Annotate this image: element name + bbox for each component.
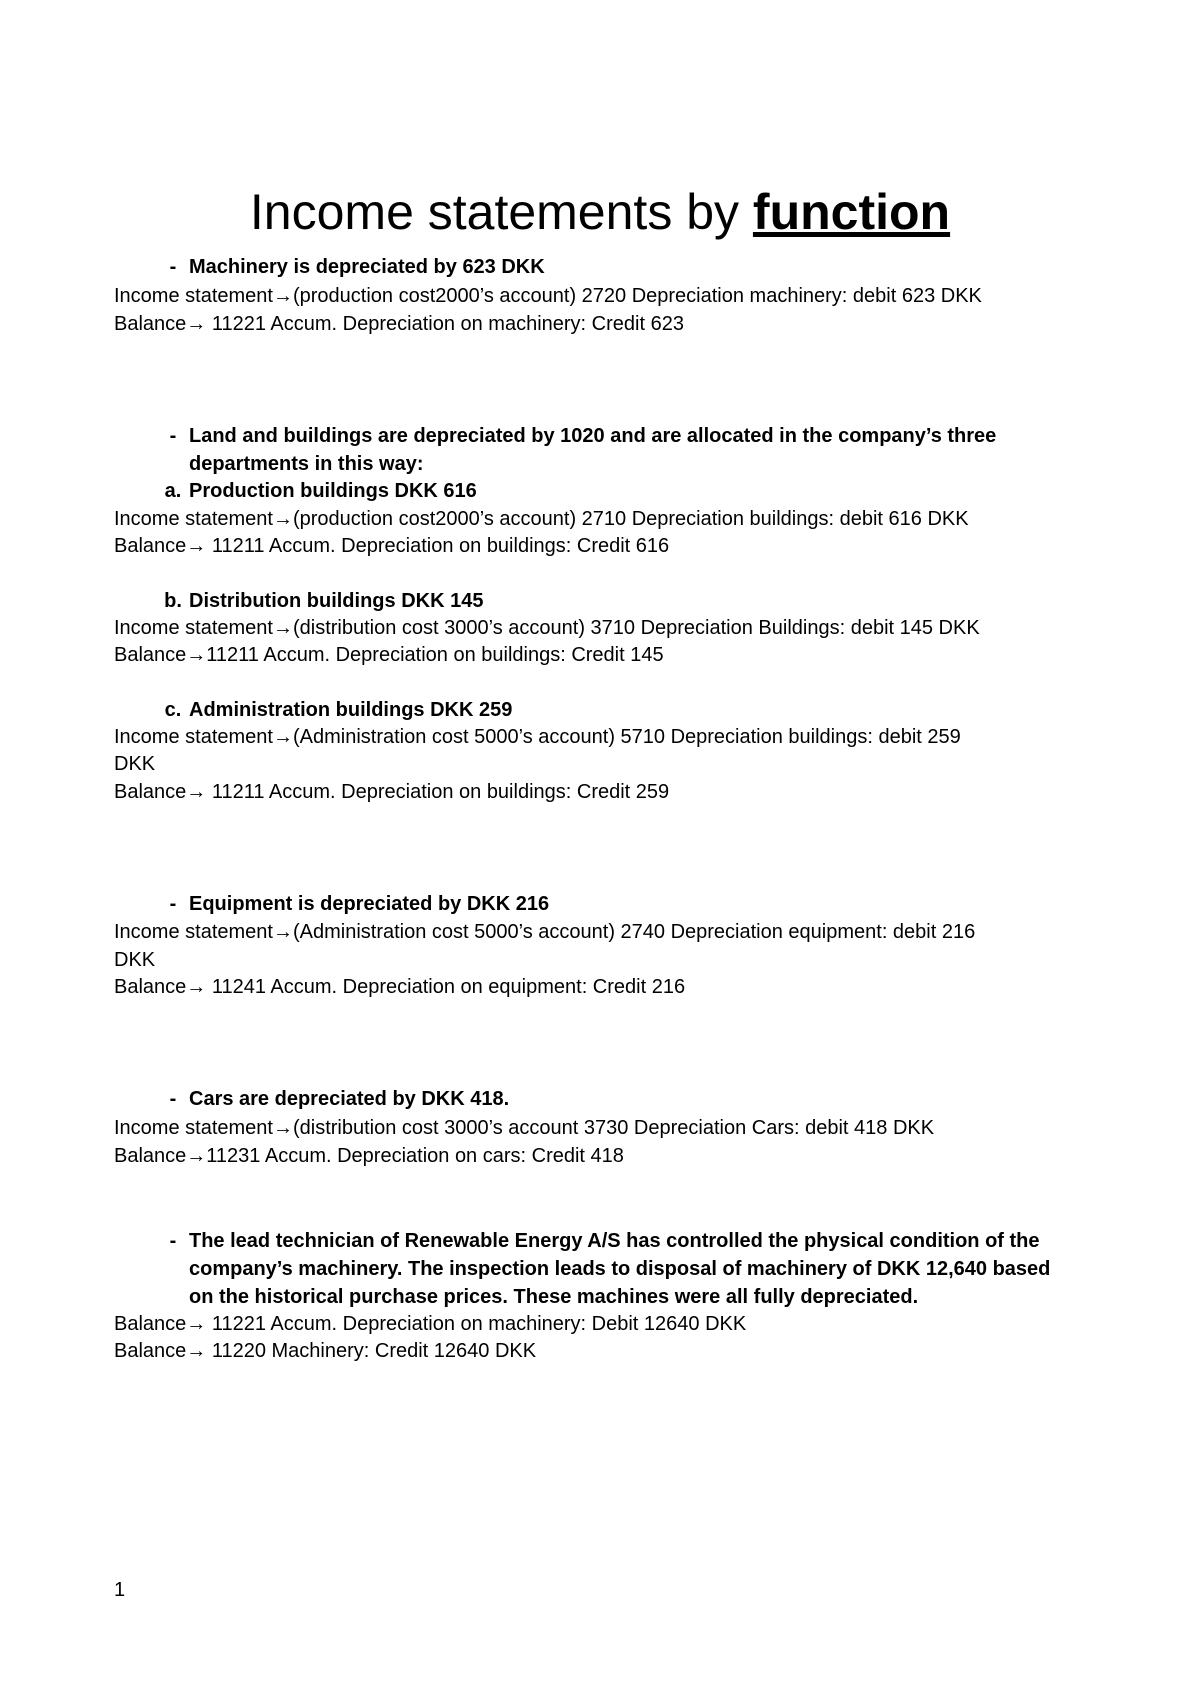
page-number: 1 xyxy=(114,1579,126,1601)
journal-entry-balance: Balance→ 11221 Accum. Depreciation on machinery: Debit 12640 DKK xyxy=(114,1313,747,1335)
journal-entry-income: Income statement→(production cost2000’s account) 2710 Depreciation buildings: debit 616 DKK xyxy=(114,508,969,530)
bullet-heading-text: Land and buildings are depreciated by 1020 and are allocated in the company’s three xyxy=(189,425,997,447)
bullet-heading-text: on the historical purchase prices. These machines were all fully depreciated. xyxy=(189,1286,919,1308)
list-marker: b. xyxy=(164,590,182,612)
list-marker: c. xyxy=(164,699,182,721)
bullet-heading-text: The lead technician of Renewable Energy A/S has controlled the physical condition of the xyxy=(189,1230,1040,1252)
subheading-text: Production buildings DKK 616 xyxy=(189,480,477,502)
journal-entry-balance: Balance→ 11211 Accum. Depreciation on buildings: Credit 616 xyxy=(114,535,670,557)
journal-entry-balance: Balance→11231 Accum. Depreciation on cars: Credit 418 xyxy=(114,1145,624,1167)
journal-entry-balance: Balance→ 11220 Machinery: Credit 12640 DKK xyxy=(114,1340,537,1362)
bullet-heading-text: Equipment is depreciated by DKK 216 xyxy=(189,893,550,915)
bullet-marker: - xyxy=(169,893,177,915)
bullet-marker: - xyxy=(169,1230,177,1252)
bullet-heading-text: Cars are depreciated by DKK 418. xyxy=(189,1088,510,1110)
journal-entry-income: Income statement→(production cost2000’s account) 2720 Depreciation machinery: debit 623 DKK xyxy=(114,285,982,307)
subheading-text: Distribution buildings DKK 145 xyxy=(189,590,484,612)
list-marker: a. xyxy=(164,480,182,502)
journal-entry-income: Income statement→(Administration cost 5000’s account) 2740 Depreciation equipment: debit 216 xyxy=(114,921,976,943)
bullet-heading-text: Machinery is depreciated by 623 DKK xyxy=(189,256,545,278)
journal-entry-income: Income statement→(Administration cost 5000’s account) 5710 Depreciation buildings: debit 259 xyxy=(114,726,961,748)
journal-entry-balance: Balance→ 11241 Accum. Depreciation on equipment: Credit 216 xyxy=(114,976,686,998)
page-title-emphasis: function xyxy=(752,184,951,240)
bullet-heading-text: company’s machinery. The inspection leads to disposal of machinery of DKK 12,640 based xyxy=(189,1258,1051,1280)
journal-entry-income: Income statement→(distribution cost 3000’s account) 3710 Depreciation Buildings: debit 145 DKK xyxy=(114,617,980,639)
bullet-marker: - xyxy=(169,425,177,447)
journal-entry-income: Income statement→(distribution cost 3000’s account 3730 Depreciation Cars: debit 418 DKK xyxy=(114,1117,935,1139)
page-title-text: Income statements by xyxy=(249,184,753,240)
journal-entry-balance: Balance→11211 Accum. Depreciation on buildings: Credit 145 xyxy=(114,644,664,666)
journal-entry-continuation: DKK xyxy=(114,949,156,971)
bullet-heading-text: departments in this way: xyxy=(189,453,424,475)
bullet-marker: - xyxy=(169,1088,177,1110)
subheading-text: Administration buildings DKK 259 xyxy=(189,699,513,721)
page-title xyxy=(0,180,1200,244)
journal-entry-continuation: DKK xyxy=(114,753,156,775)
journal-entry-balance: Balance→ 11211 Accum. Depreciation on buildings: Credit 259 xyxy=(114,781,670,803)
journal-entry-balance: Balance→ 11221 Accum. Depreciation on machinery: Credit 623 xyxy=(114,313,684,335)
bullet-marker: - xyxy=(169,256,177,278)
